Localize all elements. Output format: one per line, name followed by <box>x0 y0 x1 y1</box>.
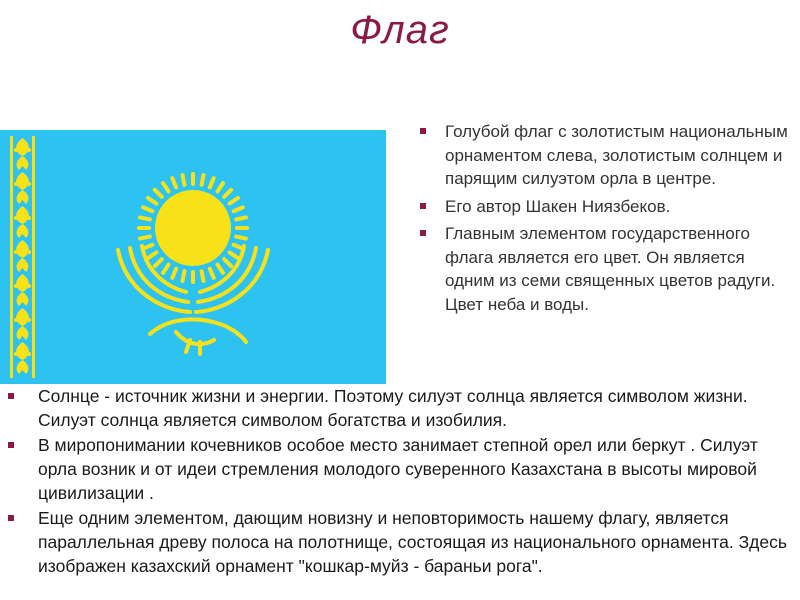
list-item: Голубой флаг с золотистым национальным орнаментом слева, золотистым солнцем и парящим силуэтом орла в центре. <box>420 120 792 191</box>
right-bullet-list <box>420 120 792 320</box>
sun-icon <box>139 174 247 282</box>
list-item: Еще одним элементом, дающим новизну и неповторимость нашему флагу, является параллельная древу полоса на полотнище, состоящая из национального орнамента. Здесь изображен казахский орнамент "кошкар-муйз - бараньи рога". <box>6 506 796 578</box>
kazakhstan-flag-image <box>0 130 386 384</box>
list-item: Его автор Шакен Ниязбеков. <box>420 195 792 219</box>
list-item: Главным элементом государственного флага является его цвет. Он является одним из семи священных цветов радуги. Цвет неба и воды. <box>420 222 792 316</box>
list-item: В миропонимании кочевников особое место занимает степной орел или беркут . Силуэт орла возник и от идеи стремления молодого суверенного Казахстана в высоты мировой цивилизации . <box>6 433 796 505</box>
bottom-bullet-list <box>6 384 796 579</box>
slide-title: Флаг <box>350 8 450 52</box>
list-item: Солнце - источник жизни и энергии. Поэтому силуэт солнца является символом жизни. Силуэт солнца является символом богатства и изобилия. <box>6 384 796 432</box>
